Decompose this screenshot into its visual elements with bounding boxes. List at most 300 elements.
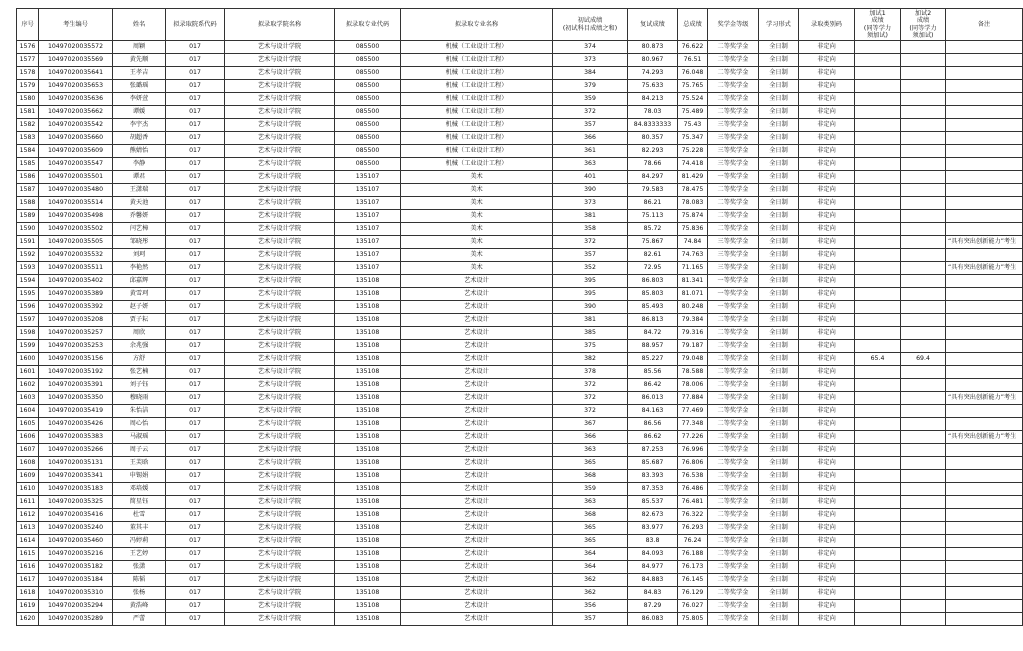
table-cell: 全日制 bbox=[759, 132, 799, 145]
table-cell: 王芙晗 bbox=[113, 457, 166, 470]
table-row bbox=[17, 444, 1023, 457]
table-cell bbox=[901, 327, 946, 340]
table-cell: 1612 bbox=[17, 509, 39, 522]
table-cell: 75.524 bbox=[678, 93, 708, 106]
table-cell: 84.977 bbox=[628, 561, 678, 574]
table-cell: 1605 bbox=[17, 418, 39, 431]
table-row bbox=[17, 600, 1023, 613]
table-cell: 366 bbox=[553, 132, 628, 145]
table-cell: 135108 bbox=[335, 470, 401, 483]
table-cell: 非定向 bbox=[799, 236, 855, 249]
table-cell: 10497020035542 bbox=[39, 119, 113, 132]
table-cell: 非定向 bbox=[799, 275, 855, 288]
table-cell: 二等奖学金 bbox=[708, 405, 759, 418]
table-cell: 017 bbox=[166, 197, 225, 210]
table-cell: 艺术与设计学院 bbox=[225, 171, 335, 184]
table-cell bbox=[855, 535, 901, 548]
table-cell: 372 bbox=[553, 236, 628, 249]
table-row bbox=[17, 574, 1023, 587]
table-cell: 非定向 bbox=[799, 54, 855, 67]
table-cell: 10497020035391 bbox=[39, 379, 113, 392]
table-cell: 谭媛 bbox=[113, 106, 166, 119]
table-row bbox=[17, 314, 1023, 327]
table-cell: 017 bbox=[166, 223, 225, 236]
table-cell: 85.72 bbox=[628, 223, 678, 236]
table-cell bbox=[855, 119, 901, 132]
table-cell: 357 bbox=[553, 119, 628, 132]
table-cell bbox=[901, 171, 946, 184]
table-cell bbox=[855, 93, 901, 106]
table-cell: 76.24 bbox=[678, 535, 708, 548]
table-cell: 75.765 bbox=[678, 80, 708, 93]
table-cell: 董其丰 bbox=[113, 522, 166, 535]
table-cell: 非定向 bbox=[799, 392, 855, 405]
table-cell: 135108 bbox=[335, 548, 401, 561]
table-cell bbox=[855, 327, 901, 340]
table-cell bbox=[855, 80, 901, 93]
table-cell: 全日制 bbox=[759, 41, 799, 54]
table-cell: 艺术与设计学院 bbox=[225, 93, 335, 106]
table-cell: 机械（工业设计工程） bbox=[401, 132, 553, 145]
table-cell: 二等奖学金 bbox=[708, 223, 759, 236]
table-cell: 017 bbox=[166, 158, 225, 171]
table-cell: 二等奖学金 bbox=[708, 535, 759, 548]
table-cell bbox=[855, 496, 901, 509]
table-cell: 81.341 bbox=[678, 275, 708, 288]
table-cell: 全日制 bbox=[759, 509, 799, 522]
table-cell: 135108 bbox=[335, 275, 401, 288]
table-cell: 085500 bbox=[335, 54, 401, 67]
table-cell bbox=[946, 314, 1023, 327]
table-cell: 非定向 bbox=[799, 548, 855, 561]
table-cell: 017 bbox=[166, 431, 225, 444]
table-row bbox=[17, 93, 1023, 106]
table-cell bbox=[901, 522, 946, 535]
table-cell: 全日制 bbox=[759, 587, 799, 600]
table-cell bbox=[946, 418, 1023, 431]
table-cell: 二等奖学金 bbox=[708, 548, 759, 561]
table-cell: 74.293 bbox=[628, 67, 678, 80]
table-cell bbox=[855, 106, 901, 119]
table-cell bbox=[901, 262, 946, 275]
table-cell bbox=[901, 288, 946, 301]
table-cell: 全日制 bbox=[759, 184, 799, 197]
table-cell: 二等奖学金 bbox=[708, 561, 759, 574]
table-cell: 135108 bbox=[335, 431, 401, 444]
table-cell: 357 bbox=[553, 613, 628, 626]
table-cell: 364 bbox=[553, 548, 628, 561]
table-cell: 085500 bbox=[335, 41, 401, 54]
table-row bbox=[17, 106, 1023, 119]
table-cell bbox=[901, 210, 946, 223]
table-cell: 全日制 bbox=[759, 483, 799, 496]
table-cell bbox=[901, 366, 946, 379]
table-cell: 365 bbox=[553, 522, 628, 535]
table-cell: 76.486 bbox=[678, 483, 708, 496]
table-cell: 365 bbox=[553, 535, 628, 548]
table-cell: 全日制 bbox=[759, 158, 799, 171]
table-cell: 78.083 bbox=[678, 197, 708, 210]
column-header: 总成绩 bbox=[678, 9, 708, 41]
table-cell: 二等奖学金 bbox=[708, 197, 759, 210]
table-cell: 1599 bbox=[17, 340, 39, 353]
table-cell bbox=[946, 405, 1023, 418]
table-cell: 非定向 bbox=[799, 535, 855, 548]
table-cell: 10497020035350 bbox=[39, 392, 113, 405]
table-cell: 75.489 bbox=[678, 106, 708, 119]
table-cell: 非定向 bbox=[799, 41, 855, 54]
table-cell: 陈韬 bbox=[113, 574, 166, 587]
table-cell: 艺术设计 bbox=[401, 587, 553, 600]
table-cell: 二等奖学金 bbox=[708, 483, 759, 496]
table-cell: 非定向 bbox=[799, 158, 855, 171]
table-cell: 395 bbox=[553, 288, 628, 301]
table-cell: 78.66 bbox=[628, 158, 678, 171]
table-cell: 77.469 bbox=[678, 405, 708, 418]
table-cell: 86.083 bbox=[628, 613, 678, 626]
table-cell: 非定向 bbox=[799, 93, 855, 106]
table-cell: 085500 bbox=[335, 119, 401, 132]
table-cell bbox=[855, 288, 901, 301]
table-cell: 机械（工业设计工程） bbox=[401, 41, 553, 54]
table-cell: 10497020035310 bbox=[39, 587, 113, 600]
table-cell: 363 bbox=[553, 158, 628, 171]
table-cell: 艺术与设计学院 bbox=[225, 366, 335, 379]
table-cell bbox=[855, 262, 901, 275]
table-cell bbox=[946, 145, 1023, 158]
table-cell: 艺术与设计学院 bbox=[225, 509, 335, 522]
table-cell: 135107 bbox=[335, 249, 401, 262]
table-cell: 135107 bbox=[335, 171, 401, 184]
table-cell bbox=[855, 314, 901, 327]
table-cell: 熊婧怡 bbox=[113, 145, 166, 158]
table-cell: 81.429 bbox=[678, 171, 708, 184]
column-header: 学习形式 bbox=[759, 9, 799, 41]
table-cell: 83.8 bbox=[628, 535, 678, 548]
table-cell: 非定向 bbox=[799, 80, 855, 93]
table-cell: 10497020035389 bbox=[39, 288, 113, 301]
table-cell bbox=[946, 223, 1023, 236]
table-cell: 艺术与设计学院 bbox=[225, 496, 335, 509]
table-cell bbox=[855, 145, 901, 158]
table-row bbox=[17, 353, 1023, 366]
table-cell: 二等奖学金 bbox=[708, 496, 759, 509]
table-cell bbox=[855, 223, 901, 236]
table-cell: 10497020035184 bbox=[39, 574, 113, 587]
table-cell: 135108 bbox=[335, 379, 401, 392]
table-cell: 017 bbox=[166, 132, 225, 145]
table-cell: 82.293 bbox=[628, 145, 678, 158]
table-cell: 80.967 bbox=[628, 54, 678, 67]
table-row bbox=[17, 197, 1023, 210]
table-cell bbox=[946, 366, 1023, 379]
table-cell bbox=[946, 171, 1023, 184]
table-cell: 机械（工业设计工程） bbox=[401, 106, 553, 119]
table-cell: 85.56 bbox=[628, 366, 678, 379]
table-cell: 艺术与设计学院 bbox=[225, 548, 335, 561]
table-cell: 10497020035341 bbox=[39, 470, 113, 483]
table-cell: 二等奖学金 bbox=[708, 80, 759, 93]
table-cell: 非定向 bbox=[799, 67, 855, 80]
table-cell: 二等奖学金 bbox=[708, 366, 759, 379]
table-cell: 美术 bbox=[401, 184, 553, 197]
table-cell: 艺术设计 bbox=[401, 301, 553, 314]
table-cell: 085500 bbox=[335, 158, 401, 171]
table-cell: 77.226 bbox=[678, 431, 708, 444]
table-cell: 二等奖学金 bbox=[708, 210, 759, 223]
table-cell: 艺术与设计学院 bbox=[225, 613, 335, 626]
table-cell: 全日制 bbox=[759, 561, 799, 574]
table-cell: 一等奖学金 bbox=[708, 275, 759, 288]
column-header: 拟录取专业代码 bbox=[335, 9, 401, 41]
table-cell: 017 bbox=[166, 288, 225, 301]
table-cell: 美术 bbox=[401, 249, 553, 262]
table-cell: 74.418 bbox=[678, 158, 708, 171]
table-cell: 艺术设计 bbox=[401, 561, 553, 574]
table-cell bbox=[901, 132, 946, 145]
column-header: 姓名 bbox=[113, 9, 166, 41]
table-cell: 359 bbox=[553, 483, 628, 496]
table-cell: 75.867 bbox=[628, 236, 678, 249]
table-cell: 1615 bbox=[17, 548, 39, 561]
table-cell: 1604 bbox=[17, 405, 39, 418]
table-cell bbox=[901, 67, 946, 80]
table-cell: 三等奖学金 bbox=[708, 119, 759, 132]
table-cell: 10497020035572 bbox=[39, 41, 113, 54]
table-cell: 75.347 bbox=[678, 132, 708, 145]
table-cell: 周欣 bbox=[113, 327, 166, 340]
table-row bbox=[17, 340, 1023, 353]
column-header: 初试成绩 (初试科目成绩之和) bbox=[553, 9, 628, 41]
table-cell: 全日制 bbox=[759, 366, 799, 379]
column-header: 拟录取院系代码 bbox=[166, 9, 225, 41]
table-row bbox=[17, 613, 1023, 626]
table-cell: 机械（工业设计工程） bbox=[401, 93, 553, 106]
table-row bbox=[17, 41, 1023, 54]
table-cell: 张璐瑶 bbox=[113, 80, 166, 93]
table-cell: 美术 bbox=[401, 262, 553, 275]
table-row bbox=[17, 392, 1023, 405]
table-cell bbox=[901, 548, 946, 561]
table-cell: 艺术与设计学院 bbox=[225, 431, 335, 444]
table-cell: 79.583 bbox=[628, 184, 678, 197]
table-cell: 017 bbox=[166, 418, 225, 431]
table-row bbox=[17, 535, 1023, 548]
table-cell: 艺术设计 bbox=[401, 457, 553, 470]
table-cell: 美术 bbox=[401, 210, 553, 223]
table-cell: 379 bbox=[553, 80, 628, 93]
table-cell bbox=[901, 600, 946, 613]
table-cell: 10497020035402 bbox=[39, 275, 113, 288]
table-cell: 135108 bbox=[335, 483, 401, 496]
table-cell bbox=[901, 535, 946, 548]
table-row bbox=[17, 457, 1023, 470]
table-cell: 10497020035498 bbox=[39, 210, 113, 223]
table-cell: 艺术与设计学院 bbox=[225, 561, 335, 574]
table-cell: 艺术设计 bbox=[401, 405, 553, 418]
table-cell: 非定向 bbox=[799, 171, 855, 184]
table-cell: 017 bbox=[166, 301, 225, 314]
table-cell bbox=[855, 431, 901, 444]
table-cell: 全日制 bbox=[759, 535, 799, 548]
table-cell: 非定向 bbox=[799, 431, 855, 444]
table-cell: 机械（工业设计工程） bbox=[401, 145, 553, 158]
table-cell: 79.187 bbox=[678, 340, 708, 353]
table-row bbox=[17, 132, 1023, 145]
table-cell bbox=[855, 483, 901, 496]
table-cell: 艺术设计 bbox=[401, 522, 553, 535]
table-cell: 非定向 bbox=[799, 184, 855, 197]
table-cell: 黄先顺 bbox=[113, 54, 166, 67]
table-cell: 65.4 bbox=[855, 353, 901, 366]
table-cell: 10497020035641 bbox=[39, 67, 113, 80]
table-cell: 二等奖学金 bbox=[708, 353, 759, 366]
table-cell: 非定向 bbox=[799, 301, 855, 314]
table-cell: 017 bbox=[166, 392, 225, 405]
table-cell bbox=[946, 288, 1023, 301]
table-cell: 10497020035216 bbox=[39, 548, 113, 561]
table-cell: 76.622 bbox=[678, 41, 708, 54]
table-cell: 017 bbox=[166, 119, 225, 132]
table-cell: 全日制 bbox=[759, 223, 799, 236]
table-cell: 75.874 bbox=[678, 210, 708, 223]
table-cell: 艺术设计 bbox=[401, 444, 553, 457]
table-cell: 1608 bbox=[17, 457, 39, 470]
table-cell: 全日制 bbox=[759, 392, 799, 405]
table-cell: 085500 bbox=[335, 106, 401, 119]
table-cell: 二等奖学金 bbox=[708, 340, 759, 353]
table-cell bbox=[855, 301, 901, 314]
table-cell: “具有突出创新能力”考生 bbox=[946, 431, 1023, 444]
table-cell bbox=[855, 236, 901, 249]
table-cell: 申锡娟 bbox=[113, 470, 166, 483]
table-cell: 艺术设计 bbox=[401, 483, 553, 496]
table-cell: 艺术设计 bbox=[401, 314, 553, 327]
table-cell: 艺术与设计学院 bbox=[225, 132, 335, 145]
table-cell: 艺术与设计学院 bbox=[225, 80, 335, 93]
table-row bbox=[17, 80, 1023, 93]
table-cell bbox=[901, 80, 946, 93]
table-cell: 艺术与设计学院 bbox=[225, 197, 335, 210]
table-cell: 艺术设计 bbox=[401, 548, 553, 561]
table-cell: 全日制 bbox=[759, 522, 799, 535]
table-cell: 非定向 bbox=[799, 613, 855, 626]
table-cell: 非定向 bbox=[799, 574, 855, 587]
table-cell: 二等奖学金 bbox=[708, 587, 759, 600]
table-cell bbox=[855, 366, 901, 379]
table-cell: 78.475 bbox=[678, 184, 708, 197]
table-cell: 372 bbox=[553, 405, 628, 418]
table-cell bbox=[946, 535, 1023, 548]
table-cell: 135108 bbox=[335, 561, 401, 574]
table-cell: 邹晓彤 bbox=[113, 236, 166, 249]
table-row bbox=[17, 301, 1023, 314]
table-cell: 1593 bbox=[17, 262, 39, 275]
table-cell bbox=[901, 509, 946, 522]
table-cell bbox=[901, 93, 946, 106]
table-cell bbox=[946, 275, 1023, 288]
table-cell: 艺术设计 bbox=[401, 574, 553, 587]
table-cell: 二等奖学金 bbox=[708, 444, 759, 457]
table-cell: 86.42 bbox=[628, 379, 678, 392]
table-cell: 全日制 bbox=[759, 119, 799, 132]
table-row bbox=[17, 249, 1023, 262]
table-cell: 全日制 bbox=[759, 197, 799, 210]
table-cell: 1587 bbox=[17, 184, 39, 197]
admission-table bbox=[16, 8, 1023, 626]
table-cell: 刘子钰 bbox=[113, 379, 166, 392]
table-cell: 10497020035289 bbox=[39, 613, 113, 626]
table-cell: 357 bbox=[553, 249, 628, 262]
table-cell: 艺术与设计学院 bbox=[225, 340, 335, 353]
table-cell bbox=[946, 613, 1023, 626]
table-cell bbox=[901, 236, 946, 249]
table-cell: 穆晓雨 bbox=[113, 392, 166, 405]
table-row bbox=[17, 496, 1023, 509]
table-row bbox=[17, 119, 1023, 132]
table-cell: 135108 bbox=[335, 353, 401, 366]
table-cell: 375 bbox=[553, 340, 628, 353]
table-cell bbox=[901, 470, 946, 483]
table-cell bbox=[946, 457, 1023, 470]
table-cell: 二等奖学金 bbox=[708, 106, 759, 119]
table-cell: 全日制 bbox=[759, 379, 799, 392]
table-cell bbox=[855, 392, 901, 405]
table-cell bbox=[901, 41, 946, 54]
table-cell bbox=[901, 249, 946, 262]
table-cell: 机械（工业设计工程） bbox=[401, 67, 553, 80]
table-cell: 全日制 bbox=[759, 548, 799, 561]
table-cell: 10497020035192 bbox=[39, 366, 113, 379]
table-cell bbox=[855, 600, 901, 613]
table-cell: 王艺婷 bbox=[113, 548, 166, 561]
table-cell: 75.43 bbox=[678, 119, 708, 132]
table-cell: 艺术与设计学院 bbox=[225, 457, 335, 470]
table-cell bbox=[901, 54, 946, 67]
table-cell bbox=[946, 522, 1023, 535]
table-cell: 美术 bbox=[401, 197, 553, 210]
table-cell: 017 bbox=[166, 574, 225, 587]
table-cell: 二等奖学金 bbox=[708, 600, 759, 613]
table-cell: 017 bbox=[166, 80, 225, 93]
table-cell: 艺术与设计学院 bbox=[225, 444, 335, 457]
table-cell: 艺术设计 bbox=[401, 392, 553, 405]
table-cell bbox=[901, 483, 946, 496]
table-cell: 三等奖学金 bbox=[708, 249, 759, 262]
table-cell: 84.883 bbox=[628, 574, 678, 587]
table-cell: 1616 bbox=[17, 561, 39, 574]
table-cell: 张艺楠 bbox=[113, 366, 166, 379]
table-cell: 非定向 bbox=[799, 366, 855, 379]
table-row bbox=[17, 418, 1023, 431]
table-cell: 非定向 bbox=[799, 106, 855, 119]
table-cell: 085500 bbox=[335, 145, 401, 158]
table-cell: 艺术与设计学院 bbox=[225, 379, 335, 392]
table-cell bbox=[946, 340, 1023, 353]
table-cell: 二等奖学金 bbox=[708, 418, 759, 431]
table-cell: 135108 bbox=[335, 457, 401, 470]
table-cell: 384 bbox=[553, 67, 628, 80]
table-cell: 76.806 bbox=[678, 457, 708, 470]
table-cell: 135108 bbox=[335, 574, 401, 587]
table-cell: 非定向 bbox=[799, 288, 855, 301]
table-cell bbox=[946, 106, 1023, 119]
table-cell: 017 bbox=[166, 249, 225, 262]
table-cell: 全日制 bbox=[759, 171, 799, 184]
table-cell: 86.813 bbox=[628, 314, 678, 327]
table-cell: 76.145 bbox=[678, 574, 708, 587]
table-cell: 76.51 bbox=[678, 54, 708, 67]
